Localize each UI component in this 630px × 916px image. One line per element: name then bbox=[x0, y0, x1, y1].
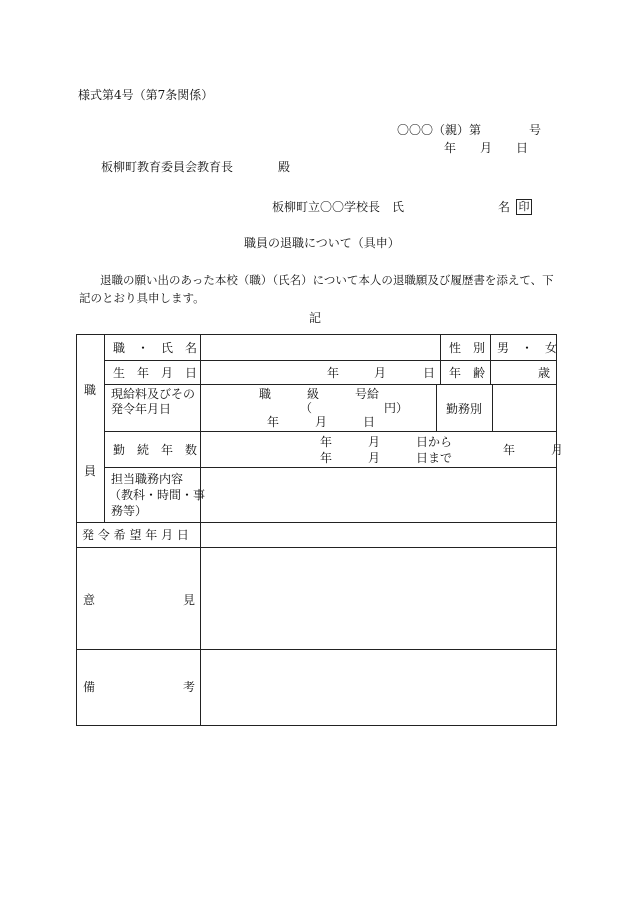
work-type-label: 勤務別 bbox=[446, 402, 483, 416]
birth-day-unit: 日 bbox=[423, 366, 436, 380]
table-hline-5 bbox=[76, 522, 557, 523]
form-number: 様式第4号（第7条関係） bbox=[78, 88, 214, 102]
birth-year-unit: 年 bbox=[327, 366, 340, 380]
table-border-left bbox=[76, 334, 77, 726]
addressee: 板柳町教育委員会教育長 bbox=[101, 160, 234, 174]
table-vline-gender-value bbox=[490, 334, 491, 384]
table-border-top bbox=[76, 334, 557, 335]
duty-label-line-2: （教科・時間・事 bbox=[109, 488, 206, 502]
effective-date-label: 発 令 希 望 年 月 日 bbox=[82, 528, 189, 542]
name-label: 職 ・ 氏 名 bbox=[113, 341, 198, 355]
document-number: 〇〇〇（親）第 号 bbox=[397, 123, 542, 137]
section-label-shoku: 職 bbox=[84, 383, 97, 397]
duty-label-line-3: 務等） bbox=[111, 504, 148, 518]
birth-label: 生 年 月 日 bbox=[113, 366, 198, 380]
opinion-label-1: 意 bbox=[83, 593, 96, 607]
addressee-honorific: 殿 bbox=[278, 160, 291, 174]
sender-name-label: 名 bbox=[498, 200, 511, 214]
table-vline-label bbox=[200, 334, 201, 726]
salary-grade: 職 級 号給 bbox=[259, 387, 380, 401]
service-total: 年 月 bbox=[503, 443, 564, 457]
table-vline-section bbox=[104, 334, 105, 522]
table-hline-4 bbox=[104, 467, 557, 468]
table-hline-3 bbox=[104, 431, 557, 432]
document-date: 年 月 日 bbox=[444, 141, 529, 155]
remarks-label-2: 考 bbox=[183, 680, 196, 694]
salary-label-line-2: 発令年月日 bbox=[111, 402, 172, 416]
age-label: 年 齢 bbox=[449, 366, 486, 380]
service-to: 年 月 日まで bbox=[320, 451, 453, 465]
table-vline-gender-label bbox=[440, 334, 441, 384]
service-label: 勤 続 年 数 bbox=[113, 443, 198, 457]
duty-label-line-1: 担当職務内容 bbox=[111, 472, 184, 486]
document-title: 職員の退職について（具申） bbox=[244, 236, 400, 250]
table-vline-worktype-value bbox=[492, 384, 493, 431]
sender-label: 板柳町立〇〇学校長 氏 bbox=[272, 200, 405, 214]
body-text-line-2: 記のとおり具申します。 bbox=[79, 291, 205, 305]
table-border-right bbox=[556, 334, 557, 726]
gender-value[interactable]: 男 ・ 女 bbox=[497, 341, 558, 355]
table-hline-2 bbox=[104, 384, 557, 385]
table-hline-1 bbox=[104, 360, 557, 361]
birth-month-unit: 月 bbox=[374, 366, 387, 380]
salary-yen: （ 円） bbox=[300, 401, 409, 415]
remarks-label-1: 備 bbox=[83, 680, 96, 694]
gender-label: 性 別 bbox=[449, 341, 486, 355]
service-from: 年 月 日から bbox=[320, 435, 453, 449]
table-hline-6 bbox=[76, 547, 557, 548]
table-vline-worktype-label bbox=[436, 384, 437, 431]
name-field[interactable] bbox=[202, 336, 438, 359]
body-text-line-1: 退職の願い出のあった本校（職）（氏名）について本人の退職願及び履歴書を添えて、下 bbox=[100, 273, 554, 287]
ki-label: 記 bbox=[309, 311, 322, 325]
salary-label-line-1: 現給料及びその bbox=[111, 387, 196, 401]
section-label-in: 員 bbox=[84, 464, 97, 478]
salary-date: 年 月 日 bbox=[267, 415, 376, 429]
opinion-label-2: 見 bbox=[183, 593, 196, 607]
table-hline-7 bbox=[76, 649, 557, 650]
table-border-bottom bbox=[76, 725, 557, 726]
age-unit: 歳 bbox=[538, 366, 551, 380]
seal-mark: 印 bbox=[516, 199, 532, 215]
